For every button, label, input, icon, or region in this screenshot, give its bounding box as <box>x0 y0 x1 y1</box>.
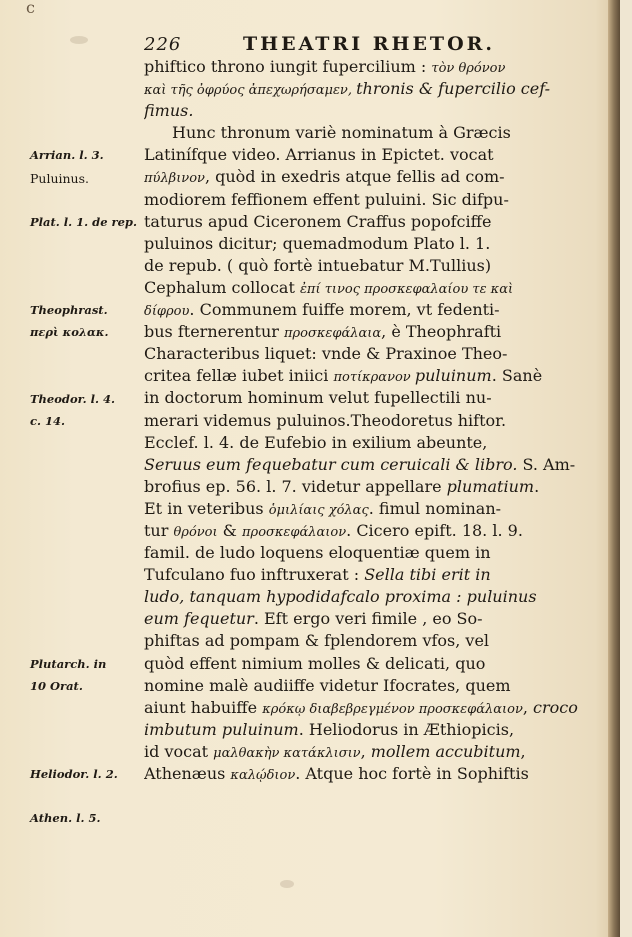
greek-phrase: καὶ τῆς ὀφρύος ἀπεχωρήσαμεν, <box>144 83 357 99</box>
text-run: de repub. ( quò fortè intuebatur M.Tullius) <box>144 255 492 275</box>
margin-note-heliodor: Heliodor. l. 2. <box>30 767 118 782</box>
text-line <box>144 189 592 211</box>
text-run: phiftas ad pompam & fplendorem vfos, vel <box>144 631 490 651</box>
text-line <box>144 763 592 785</box>
greek-phrase: κρόκῳ διαβεβρεγμένον προσκεφάλαιον <box>262 701 523 717</box>
text-line <box>144 653 592 675</box>
text-run: quòd effent nimium molles & delicati, quo <box>144 653 486 673</box>
book-spine <box>608 0 620 937</box>
text-line <box>144 387 592 409</box>
text-run: Hunc thronum variè nominatum à Græcis <box>172 123 511 143</box>
text-line <box>144 122 592 144</box>
corner-mark: c <box>26 0 35 17</box>
italic-phrase: imbutum puluinum <box>144 719 299 739</box>
text-run: bus fternerentur <box>144 322 284 342</box>
margin-note-plutarch-1: Plutarch. in <box>30 656 107 671</box>
italic-phrase: fimus. <box>144 101 194 121</box>
text-line <box>144 454 592 476</box>
text-line <box>144 166 592 188</box>
text-line <box>144 586 592 608</box>
greek-phrase: δίφρου <box>144 304 190 320</box>
text-run: , <box>522 697 534 717</box>
text-line <box>144 697 592 719</box>
text-line <box>144 520 592 542</box>
greek-phrase: προσκεφάλαιον <box>242 524 347 540</box>
text-run: Athenæus <box>144 764 231 783</box>
text-run: . <box>534 476 540 496</box>
text-run: Cephalum collocat <box>144 277 300 297</box>
greek-phrase: ὁμιλίαις χόλας <box>268 502 369 518</box>
text-line <box>144 630 592 652</box>
greek-phrase: τὸν θρόνον <box>431 61 506 76</box>
margin-note-plat: Plat. l. 1. de rep. <box>30 214 137 229</box>
text-line <box>144 498 592 520</box>
text-line <box>144 432 592 454</box>
text-run: critea fellæ iubet iniici <box>144 366 334 386</box>
italic-phrase: mollem accubitum <box>370 741 521 761</box>
text-line <box>144 608 592 630</box>
text-line <box>144 211 592 233</box>
text-run: & <box>217 520 243 540</box>
text-line <box>144 675 592 697</box>
text-run: . Communem fuiffe morem, vt fedenti- <box>189 300 500 320</box>
body-text <box>144 56 592 785</box>
text-run: famil. de ludo loquens eloquentiæ quem in <box>144 543 491 563</box>
text-line <box>144 277 592 299</box>
text-run: aiunt habuiffe <box>144 697 263 717</box>
text-run: , quòd in exedris atque fellis ad com- <box>204 167 505 187</box>
text-run: . Eft ergo veri fimile , eo So- <box>253 609 483 629</box>
text-run: id vocat <box>144 741 214 761</box>
ink-smudge <box>280 880 294 888</box>
text-run: puluinos dicitur; quemadmodum Plato l. 1. <box>144 233 491 253</box>
margin-note-theophrast-2: περὶ κολακ. <box>30 325 109 340</box>
margin-note-theodor-2: c. 14. <box>30 413 66 428</box>
italic-phrase: croco <box>533 697 578 717</box>
margin-note-puluinus: Puluinus. <box>30 170 89 186</box>
greek-phrase: θρόνοι <box>173 524 218 540</box>
text-line <box>144 719 592 741</box>
text-run: , è Theophrafti <box>381 322 502 342</box>
text-line <box>144 564 592 586</box>
text-run: Characteribus liquet: vnde & Praxinoe Theo- <box>144 344 508 364</box>
italic-phrase: plumatium <box>446 476 535 496</box>
text-line <box>144 56 592 78</box>
text-line <box>144 410 592 432</box>
text-run: brofius ep. 56. l. 7. videtur appellare <box>144 476 447 496</box>
text-run: taturus apud Ciceronem Craffus popofciffe <box>144 211 492 231</box>
text-line <box>144 365 592 387</box>
text-run: . fimul nominan- <box>368 498 502 518</box>
text-run: Ecclef. l. 4. de Eufebio in exilium abeunte, <box>144 432 488 452</box>
text-run: S. Am- <box>517 454 576 474</box>
text-run: in doctorum hominum velut fupellectili nu- <box>144 388 492 408</box>
text-run: . Heliodorus in Æthiopicis, <box>298 719 515 739</box>
margin-note-theodor-1: Theodor. l. 4. <box>30 391 116 406</box>
text-line <box>144 476 592 498</box>
greek-phrase: μαλθακὴν κατάκλισιν <box>213 745 361 761</box>
italic-phrase: eum fequetur <box>144 609 254 629</box>
greek-phrase: προσκεφάλαια <box>283 326 382 342</box>
text-line <box>144 144 592 166</box>
text-line <box>144 233 592 255</box>
text-line <box>144 299 592 321</box>
text-run: tur <box>144 520 174 540</box>
margin-note-arrian: Arrian. l. 3. <box>30 148 104 163</box>
margin-note-athen: Athen. l. 5. <box>30 811 101 826</box>
text-run: , <box>360 741 371 761</box>
text-line <box>144 741 592 763</box>
text-line <box>144 321 592 343</box>
text-line <box>144 100 592 122</box>
greek-phrase: ποτίκρανον <box>333 370 415 386</box>
text-line <box>144 343 592 365</box>
text-run: Tufculano fuo inftruxerat : <box>144 565 365 585</box>
running-head <box>0 30 632 56</box>
italic-phrase: thronis & fupercilio cef- <box>356 79 550 99</box>
text-line <box>144 542 592 564</box>
italic-phrase: Seruus eum fequebatur cum ceruicali & libro. <box>144 454 518 474</box>
greek-phrase: ἐπί τινος προσκεφαλαίου τε καὶ <box>299 281 514 297</box>
text-run: modiorem feffionem effent puluini. Sic difpu- <box>144 189 509 209</box>
running-title: THEATRI RHETOR. <box>243 33 496 55</box>
text-run: nomine malè audiiffe videtur Ifocrates, quem <box>144 675 511 695</box>
page-number: 226 <box>144 34 182 55</box>
italic-phrase: Sella tibi erit in <box>364 565 491 585</box>
greek-phrase: καλῴδιον <box>230 768 296 783</box>
text-line <box>144 78 592 100</box>
text-run: . Cicero epift. 18. l. 9. <box>346 520 523 540</box>
text-run: phiftico throno iungit fupercilium : <box>144 57 432 76</box>
text-run: Et in veteribus <box>144 498 269 518</box>
text-run: , <box>520 741 526 761</box>
margin-note-theophrast-1: Theophrast. <box>30 303 108 318</box>
italic-phrase: ludo, tanquam hypodidafcalo proxima : puluinus <box>144 587 537 607</box>
text-run: merari videmus puluinos.Theodoretus hiftor. <box>144 410 507 430</box>
greek-phrase: πύλβινον <box>144 171 205 187</box>
text-run: . Atque hoc fortè in Sophiftis <box>295 764 529 783</box>
margin-note-plutarch-2: 10 Orat. <box>30 678 83 693</box>
ink-smudge <box>70 36 88 44</box>
text-line <box>144 255 592 277</box>
text-run: . Sanè <box>491 366 543 386</box>
text-run: Latinífque video. Arrianus in Epictet. vocat <box>144 145 494 165</box>
italic-phrase: puluinum <box>414 366 492 386</box>
